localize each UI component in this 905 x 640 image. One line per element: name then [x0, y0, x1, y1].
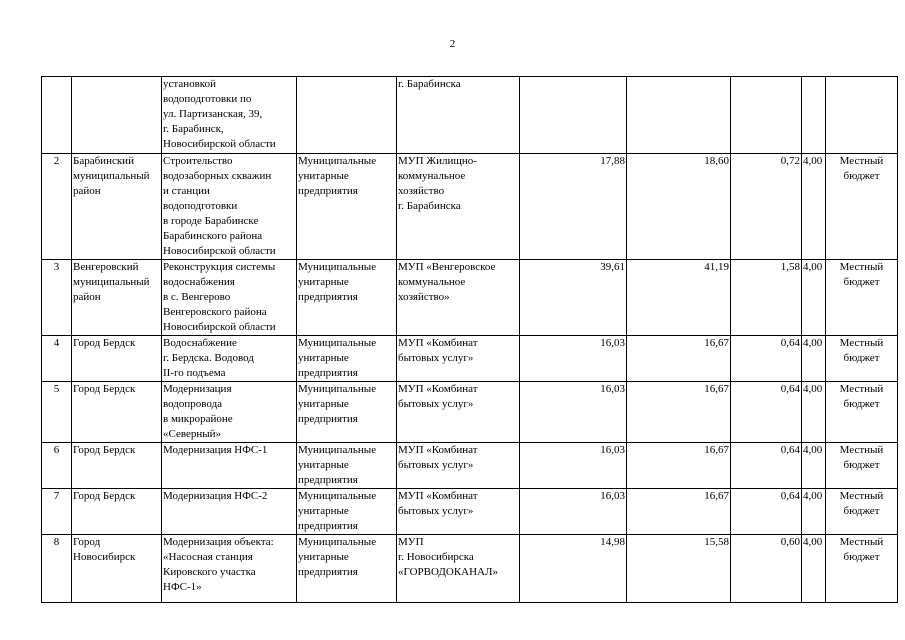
value-4-cell — [802, 260, 826, 336]
table-row — [42, 382, 898, 443]
project-cell — [162, 382, 297, 443]
municipality-cell — [72, 382, 162, 443]
cell-value: 7 — [53, 490, 60, 502]
row-number — [42, 535, 72, 603]
organization-cell — [397, 443, 520, 489]
organization-cell — [397, 336, 520, 382]
budget-cell — [826, 260, 898, 336]
budget-cell — [826, 77, 898, 154]
project-cell — [162, 443, 297, 489]
cell-line: бытовых услуг» — [398, 398, 474, 410]
cell-line: МУП «Комбинат — [398, 490, 478, 502]
cell-line: Барабинский — [73, 155, 134, 167]
cell-line: «Северный» — [163, 428, 222, 440]
cell-line: Венгеровского района — [163, 306, 267, 318]
organization-cell — [397, 77, 520, 154]
value-2-cell — [627, 154, 731, 260]
organization-cell — [397, 535, 520, 603]
value-1-cell — [520, 260, 627, 336]
value-1-cell — [520, 443, 627, 489]
cell-line: предприятия — [298, 566, 358, 578]
cell-line: унитарные — [298, 505, 349, 517]
table-row — [42, 535, 898, 603]
table-row — [42, 154, 898, 260]
row-number — [42, 77, 72, 154]
project-cell — [162, 77, 297, 154]
cell-line: унитарные — [298, 352, 349, 364]
value-3-cell — [731, 489, 802, 535]
cell-value: 0,64 — [780, 490, 800, 502]
cell-line: унитарные — [298, 551, 349, 563]
budget-cell — [826, 535, 898, 603]
cell-line: Новосибирск — [73, 551, 136, 563]
cell-value: 16,03 — [600, 444, 625, 456]
cell-value: 16,67 — [704, 337, 729, 349]
cell-value: 0,64 — [780, 444, 800, 456]
cell-line: бюджет — [843, 170, 880, 182]
budget-cell — [826, 443, 898, 489]
municipality-cell — [72, 489, 162, 535]
cell-line: МУП — [398, 536, 424, 548]
cell-line: Город Бердск — [73, 490, 136, 502]
cell-line: унитарные — [298, 170, 349, 182]
row-number — [42, 260, 72, 336]
value-3-cell — [731, 535, 802, 603]
cell-value: 17,88 — [600, 155, 625, 167]
organization-cell — [397, 382, 520, 443]
cell-line: Местный — [839, 383, 884, 395]
cell-value: 0,64 — [780, 337, 800, 349]
cell-line: г. Бердска. Водовод — [163, 352, 254, 364]
cell-value: 15,58 — [704, 536, 729, 548]
value-3-cell — [731, 336, 802, 382]
cell-line: унитарные — [298, 276, 349, 288]
tariff-table — [41, 76, 898, 603]
row-number — [42, 489, 72, 535]
value-3-cell — [731, 260, 802, 336]
cell-value: 4,00 — [803, 383, 823, 395]
row-number — [42, 443, 72, 489]
cell-line: Местный — [839, 444, 884, 456]
value-3-cell — [731, 382, 802, 443]
cell-line: Муниципальные — [298, 337, 377, 349]
cell-line: Строительство — [163, 155, 233, 167]
cell-value: 39,61 — [600, 261, 625, 273]
cell-line: коммунальное — [398, 170, 466, 182]
cell-line: НФС-1» — [163, 581, 202, 593]
cell-value: 4,00 — [803, 490, 823, 502]
org-type-cell — [297, 535, 397, 603]
project-cell — [162, 154, 297, 260]
cell-line: МУП «Комбинат — [398, 337, 478, 349]
cell-line: Муниципальные — [298, 155, 377, 167]
cell-line: в с. Венгерово — [163, 291, 231, 303]
value-2-cell — [627, 260, 731, 336]
cell-line: г. Барабинска — [398, 78, 461, 90]
cell-line: Город Бердск — [73, 444, 136, 456]
cell-line: Местный — [839, 155, 884, 167]
table-row — [42, 336, 898, 382]
cell-line: Венгеровский — [73, 261, 139, 273]
cell-line: Муниципальные — [298, 444, 377, 456]
cell-line: водозаборных скважин — [163, 170, 272, 182]
cell-line: бюджет — [843, 276, 880, 288]
cell-line: Кировского участка — [163, 566, 256, 578]
cell-line: предприятия — [298, 367, 358, 379]
cell-line: хозяйство» — [398, 291, 450, 303]
value-4-cell — [802, 535, 826, 603]
org-type-cell — [297, 382, 397, 443]
cell-line: Новосибирской области — [163, 138, 276, 150]
cell-line: муниципальный — [73, 276, 150, 288]
cell-line: бытовых услуг» — [398, 352, 474, 364]
cell-value: 4,00 — [803, 261, 823, 273]
cell-value: 0,72 — [780, 155, 800, 167]
cell-line: бюджет — [843, 505, 880, 517]
cell-line: коммунальное — [398, 276, 466, 288]
cell-line: Муниципальные — [298, 490, 377, 502]
municipality-cell — [72, 260, 162, 336]
municipality-cell — [72, 535, 162, 603]
cell-value: 5 — [53, 383, 60, 395]
value-1-cell — [520, 154, 627, 260]
cell-value: 4 — [53, 337, 60, 349]
cell-value: 0,64 — [780, 383, 800, 395]
municipality-cell — [72, 336, 162, 382]
municipality-cell — [72, 154, 162, 260]
cell-line: и станции — [163, 185, 210, 197]
value-1-cell — [520, 535, 627, 603]
cell-line: Водоснабжение — [163, 337, 237, 349]
cell-value: 16,03 — [600, 490, 625, 502]
cell-value: 4,00 — [803, 444, 823, 456]
cell-line: предприятия — [298, 474, 358, 486]
org-type-cell — [297, 154, 397, 260]
cell-line: Местный — [839, 536, 884, 548]
row-number — [42, 154, 72, 260]
value-2-cell — [627, 535, 731, 603]
cell-line: г. Барабинска — [398, 200, 461, 212]
budget-cell — [826, 489, 898, 535]
cell-line: предприятия — [298, 291, 358, 303]
cell-line: хозяйство — [398, 185, 445, 197]
org-type-cell — [297, 260, 397, 336]
budget-cell — [826, 382, 898, 443]
cell-value: 1,58 — [780, 261, 800, 273]
row-number — [42, 336, 72, 382]
cell-line: Муниципальные — [298, 261, 377, 273]
cell-line: водоподготовки — [163, 200, 238, 212]
cell-line: бюджет — [843, 459, 880, 471]
organization-cell — [397, 154, 520, 260]
cell-line: г. Новосибирска — [398, 551, 474, 563]
cell-line: бытовых услуг» — [398, 505, 474, 517]
value-2-cell — [627, 382, 731, 443]
cell-line: ул. Партизанская, 39, — [163, 108, 263, 120]
cell-line: бытовых услуг» — [398, 459, 474, 471]
cell-line: водоснабжения — [163, 276, 235, 288]
cell-line: Барабинского района — [163, 230, 263, 242]
budget-cell — [826, 154, 898, 260]
cell-line: в городе Барабинске — [163, 215, 259, 227]
cell-line: г. Барабинск, — [163, 123, 224, 135]
cell-line: Новосибирской области — [163, 321, 276, 333]
project-cell — [162, 336, 297, 382]
value-4-cell — [802, 77, 826, 154]
cell-value: 41,19 — [704, 261, 729, 273]
project-cell — [162, 535, 297, 603]
cell-line: Город Бердск — [73, 337, 136, 349]
cell-value: 4,00 — [803, 536, 823, 548]
value-4-cell — [802, 336, 826, 382]
cell-value: 4,00 — [803, 155, 823, 167]
cell-line: водопровода — [163, 398, 223, 410]
cell-line: водоподготовки по — [163, 93, 252, 105]
cell-line: бюджет — [843, 551, 880, 563]
project-cell — [162, 489, 297, 535]
cell-value: 0,60 — [780, 536, 800, 548]
cell-line: Город Бердск — [73, 383, 136, 395]
value-4-cell — [802, 154, 826, 260]
cell-line: Модернизация объекта: — [163, 536, 274, 548]
value-1-cell — [520, 489, 627, 535]
value-1-cell — [520, 382, 627, 443]
value-3-cell — [731, 77, 802, 154]
cell-line: установкой — [163, 78, 216, 90]
cell-line: Местный — [839, 337, 884, 349]
cell-value: 16,03 — [600, 383, 625, 395]
cell-line: МУП «Комбинат — [398, 383, 478, 395]
cell-line: «ГОРВОДОКАНАЛ» — [398, 566, 498, 578]
cell-line: предприятия — [298, 413, 358, 425]
page-number: 2 — [449, 38, 456, 50]
budget-cell — [826, 336, 898, 382]
cell-line: Модернизация НФС-2 — [163, 490, 268, 502]
cell-value: 18,60 — [704, 155, 729, 167]
cell-line: унитарные — [298, 398, 349, 410]
cell-line: бюджет — [843, 398, 880, 410]
cell-line: Город — [73, 536, 101, 548]
org-type-cell — [297, 443, 397, 489]
cell-value: 4,00 — [803, 337, 823, 349]
value-1-cell — [520, 77, 627, 154]
cell-value: 16,03 — [600, 337, 625, 349]
cell-line: Местный — [839, 490, 884, 502]
org-type-cell — [297, 336, 397, 382]
cell-line: МУП Жилищно- — [398, 155, 477, 167]
value-4-cell — [802, 443, 826, 489]
value-2-cell — [627, 77, 731, 154]
table-row — [42, 489, 898, 535]
cell-line: Модернизация — [163, 383, 232, 395]
value-3-cell — [731, 443, 802, 489]
org-type-cell — [297, 77, 397, 154]
cell-value: 6 — [53, 444, 60, 456]
cell-line: Муниципальные — [298, 383, 377, 395]
value-3-cell — [731, 154, 802, 260]
cell-line: II-го подъема — [163, 367, 226, 379]
cell-line: район — [73, 291, 101, 303]
cell-line: Местный — [839, 261, 884, 273]
cell-line: «Насосная станция — [163, 551, 253, 563]
table-row — [42, 77, 898, 154]
municipality-cell — [72, 443, 162, 489]
cell-line: бюджет — [843, 352, 880, 364]
cell-line: Муниципальные — [298, 536, 377, 548]
value-2-cell — [627, 489, 731, 535]
cell-line: МУП «Венгеровское — [398, 261, 496, 273]
value-2-cell — [627, 336, 731, 382]
value-4-cell — [802, 489, 826, 535]
cell-line: предприятия — [298, 520, 358, 532]
org-type-cell — [297, 489, 397, 535]
organization-cell — [397, 260, 520, 336]
cell-line: предприятия — [298, 185, 358, 197]
cell-line: в микрорайоне — [163, 413, 233, 425]
cell-line: МУП «Комбинат — [398, 444, 478, 456]
value-4-cell — [802, 382, 826, 443]
cell-value: 8 — [53, 536, 60, 548]
cell-value: 3 — [53, 261, 60, 273]
cell-line: унитарные — [298, 459, 349, 471]
cell-value: 16,67 — [704, 383, 729, 395]
cell-line: Новосибирской области — [163, 245, 276, 257]
table-row — [42, 443, 898, 489]
cell-line: район — [73, 185, 101, 197]
cell-line: муниципальный — [73, 170, 150, 182]
cell-line: Реконструкция системы — [163, 261, 276, 273]
cell-value: 2 — [53, 155, 60, 167]
organization-cell — [397, 489, 520, 535]
cell-value: 16,67 — [704, 490, 729, 502]
municipality-cell — [72, 77, 162, 154]
project-cell — [162, 260, 297, 336]
value-1-cell — [520, 336, 627, 382]
cell-value: 16,67 — [704, 444, 729, 456]
cell-value: 14,98 — [600, 536, 625, 548]
row-number — [42, 382, 72, 443]
table-row — [42, 260, 898, 336]
cell-line: Модернизация НФС-1 — [163, 444, 268, 456]
value-2-cell — [627, 443, 731, 489]
